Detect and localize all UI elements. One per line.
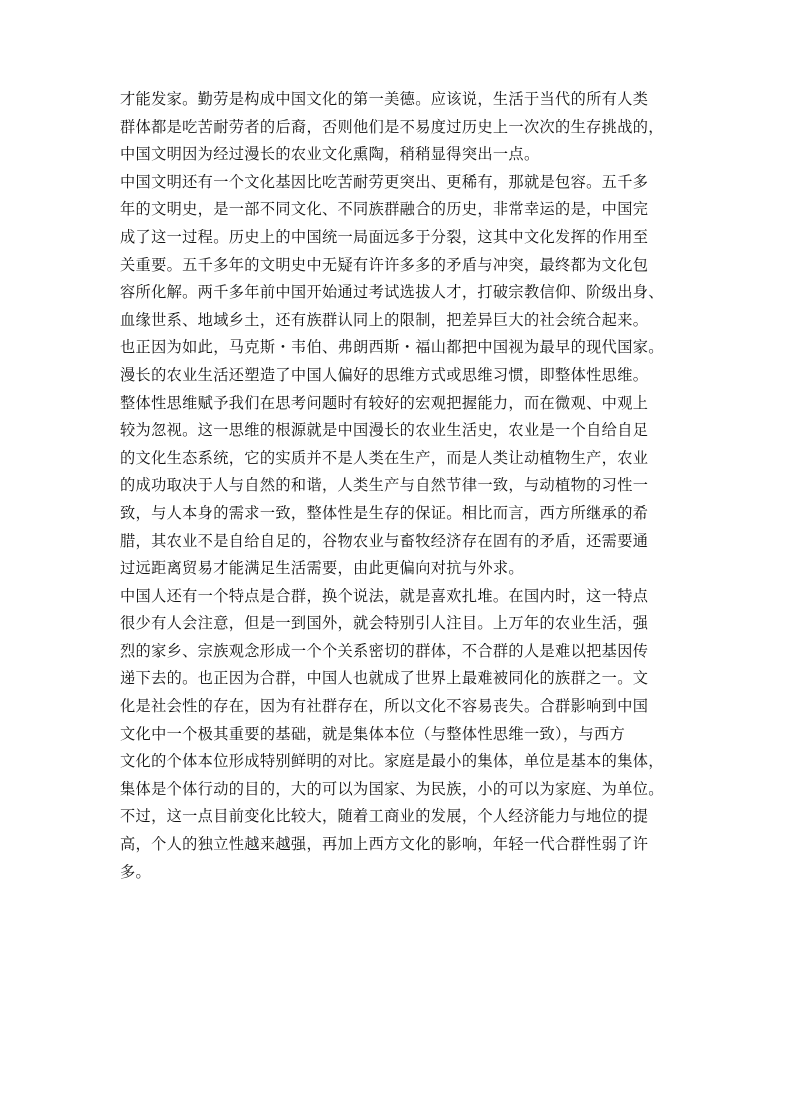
text-line: 的文化生态系统，它的实质并不是人类在生产，而是人类让动植物生产，农业	[120, 448, 649, 467]
text-line: 群体都是吃苦耐劳者的后裔，否则他们是不易度过历史上一次次的生存挑战的，	[120, 117, 664, 136]
text-line: 文化中一个极其重要的基础，就是集体本位（与整体性思维一致），与西方	[120, 724, 626, 743]
text-line: 高，个人的独立性越来越强，再加上西方文化的影响，年轻一代合群性弱了许	[120, 835, 649, 854]
text-line: 容所化解。两千多年前中国开始通过考试选拔人才，打破宗教信仰、阶级出身、	[120, 283, 664, 302]
text-line: 烈的家乡、宗族观念形成一个个关系密切的群体，不合群的人是难以把基因传	[120, 641, 649, 660]
text-line: 递下去的。也正因为合群，中国人也就成了世界上最难被同化的族群之一。文	[120, 669, 649, 688]
text-line: 很少有人会注意，但是一到国外，就会特别引人注目。上万年的农业生活，强	[120, 614, 649, 633]
text-line: 才能发家。勤劳是构成中国文化的第一美德。应该说，生活于当代的所有人类	[120, 90, 649, 108]
text-line: 中国文明还有一个文化基因比吃苦耐劳更突出、更稀有，那就是包容。五千多	[120, 172, 649, 191]
text-line: 不过，这一点目前变化比较大，随着工商业的发展，个人经济能力与地位的提	[120, 807, 649, 826]
text-line: 也正因为如此，马克斯・韦伯、弗朗西斯・福山都把中国视为最早的现代国家。	[120, 338, 664, 357]
text-line: 年的文明史，是一部不同文化、不同族群融合的历史，非常幸运的是，中国完	[120, 200, 649, 219]
text-line: 血缘世系、地域乡土，还有族群认同上的限制，把差异巨大的社会统合起来。	[120, 310, 649, 329]
text-line: 腊，其农业不是自给自足的，谷物农业与畜牧经济存在固有的矛盾，还需要通	[120, 531, 649, 550]
text-line: 的成功取决于人与自然的和谐，人类生产与自然节律一致，与动植物的习性一	[120, 476, 649, 495]
text-line: 过远距离贸易才能满足生活需要，由此更偏向对抗与外求。	[120, 559, 524, 578]
text-line: 中国人还有一个特点是合群，换个说法，就是喜欢扎堆。在国内时，这一特点	[120, 586, 649, 605]
text-line: 成了这一过程。历史上的中国统一局面远多于分裂，这其中文化发挥的作用至	[120, 227, 649, 246]
text-line: 文化的个体本位形成特别鲜明的对比。家庭是最小的集体，单位是基本的集体，	[120, 752, 664, 771]
text-line: 化是社会性的存在，因为有社群存在，所以文化不容易丧失。合群影响到中国	[120, 697, 649, 716]
text-line: 多。	[120, 862, 152, 881]
body-text	[120, 86, 680, 886]
text-line: 关重要。五千多年的文明史中无疑有许许多多的矛盾与冲突，最终都为文化包	[120, 255, 649, 274]
text-line: 致，与人本身的需求一致，整体性是生存的保证。相比而言，西方所继承的希	[120, 503, 649, 522]
text-line: 中国文明因为经过漫长的农业文化熏陶，稍稍显得突出一点。	[120, 145, 540, 164]
text-line: 漫长的农业生活还塑造了中国人偏好的思维方式或思维习惯，即整体性思维。	[120, 365, 649, 384]
text-line: 较为忽视。这一思维的根源就是中国漫长的农业生活史，农业是一个自给自足	[120, 421, 649, 440]
text-line: 集体是个体行动的目的，大的可以为国家、为民族，小的可以为家庭、为单位。	[120, 779, 664, 798]
text-line: 整体性思维赋予我们在思考问题时有较好的宏观把握能力，而在微观、中观上	[120, 393, 649, 412]
